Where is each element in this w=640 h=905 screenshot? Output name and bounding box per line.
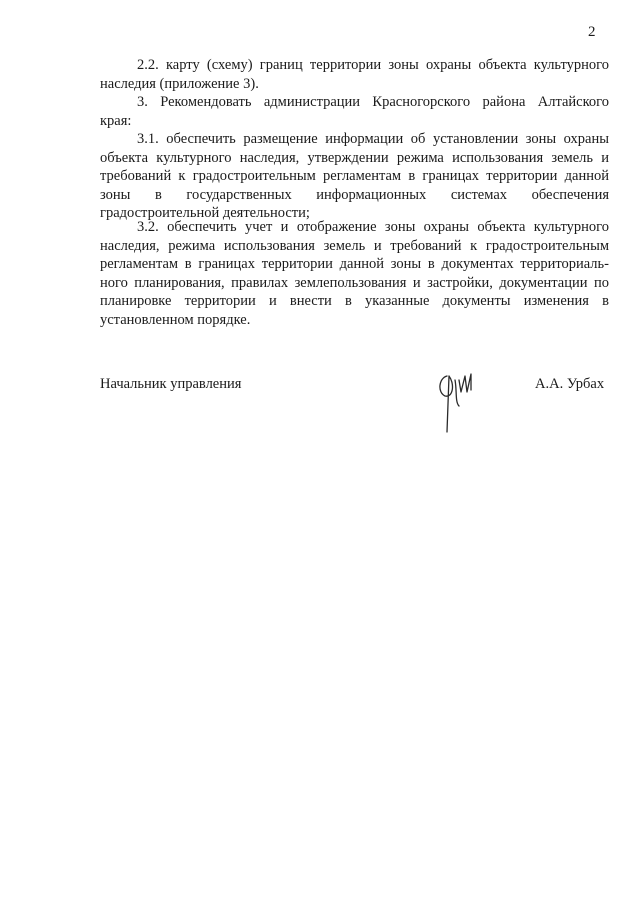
text-line: 3.1. обеспечить размещение информации об установлении зоны охраны — [137, 131, 609, 147]
text-line: требований к градостроительным регламентам в границах территории данной — [100, 168, 609, 185]
signer-title: Начальник управления — [100, 376, 242, 392]
paragraph-2-2 — [100, 56, 609, 93]
text-line: объекта культурного наследия, утверждении режима использования земель и — [100, 149, 609, 166]
handwritten-signature — [425, 362, 495, 442]
text-line: градостроительной деятельности; — [100, 205, 310, 222]
text-line: 3.2. обеспечить учет и отображение зоны охраны объекта культурного — [137, 219, 609, 235]
signer-name: А.А. Урбах — [535, 376, 605, 392]
text-line: зоны в государственных информационных системах обеспечения — [100, 186, 609, 203]
paragraph-3-2 — [100, 218, 609, 330]
paragraph-3 — [100, 93, 609, 130]
text-line: установленном порядке. — [100, 311, 251, 328]
text-line: наследия (приложение 3). — [100, 75, 259, 92]
text-line: края: — [100, 112, 132, 129]
page-number: 2 — [588, 24, 596, 40]
text-line: ного планирования, правилах землепользования и застройки, документации по — [100, 274, 609, 291]
text-line: регламентам в границах территории данной зоны в документах территориаль- — [100, 256, 609, 273]
text-line: наследия, режима использования земель и требований к градостроительным — [100, 237, 609, 254]
text-line: планировке территории и внести в указанные документы изменения в — [100, 293, 609, 310]
text-line: 3. Рекомендовать администрации Красногорского района Алтайского — [137, 94, 609, 110]
paragraph-3-1 — [100, 130, 609, 223]
text-line: 2.2. карту (схему) границ территории зоны охраны объекта культурного — [137, 57, 609, 73]
